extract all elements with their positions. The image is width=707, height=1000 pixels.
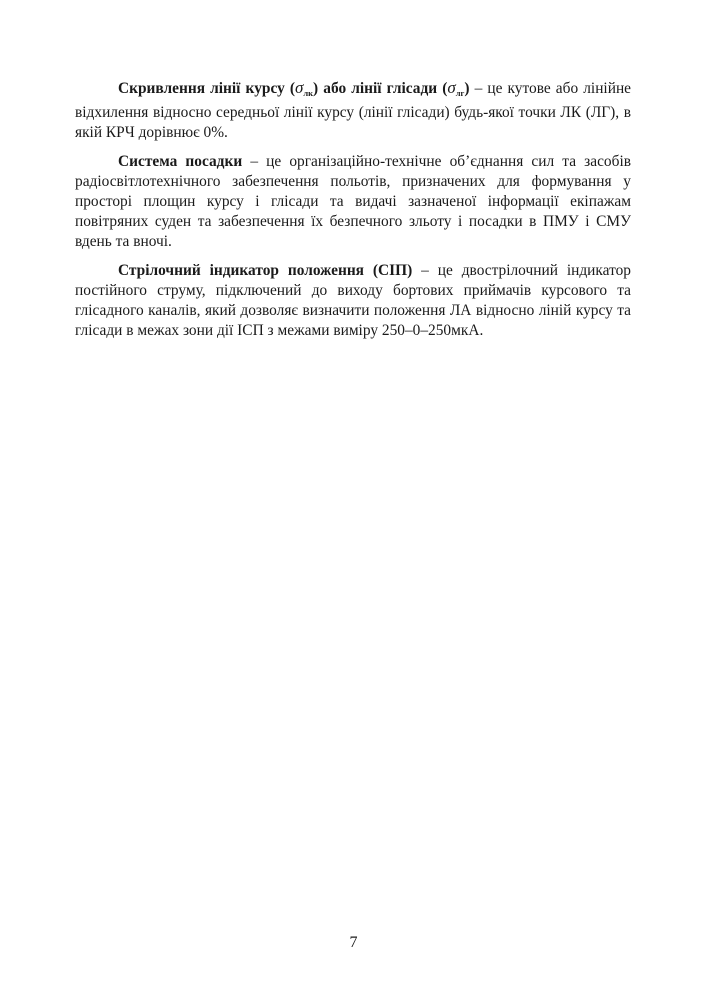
subscript-glide: лг (455, 88, 465, 98)
term-course-line-distortion (118, 80, 470, 97)
page-number: 7 (349, 934, 358, 951)
definition-course-line-distortion (75, 78, 631, 143)
definition-body: – це двострілочний індикатор постійного струму, підключений до виходу бортових приймачів курсового та глісадного каналів, який дозволяє визначити положення ЛА відносно ліній курсу та глісади в межах зони дії ІСП з межами виміру 250–0–250мкА. (75, 262, 632, 339)
definition-landing-system (75, 152, 631, 252)
term-position-indicator: Стрілочний індикатор положення (СІП) (118, 262, 413, 279)
sigma-symbol-glide: σ (447, 78, 456, 97)
page-content (75, 78, 631, 350)
definition-position-indicator (75, 261, 631, 341)
sigma-symbol-course: σ (294, 78, 304, 97)
subscript-course: лк (303, 88, 314, 98)
term-text-part1: Скривлення лінії курсу ( (118, 80, 295, 97)
term-text-part3: ) (464, 80, 470, 97)
definition-body: – це кутове або лінійне відхилення відносно середньої лінії курсу (лінії глісади) будь-якої точки ЛК (ЛГ), в якій КРЧ дорівнює 0%. (75, 80, 632, 141)
term-landing-system: Система посадки (118, 153, 243, 170)
definition-body: – це організаційно-технічне об’єднання сил та засобів радіосвітлотехнічного забезпечення польотів, призначених для формування у просторі площин курсу і глісади та видачі зазначеної інформації екіпажам повітряних суден та забезпечення їх безпечного зльоту і посадки в ПМУ і СМУ вдень та вночі. (75, 153, 631, 250)
term-text-part2: ) або лінії глісади ( (313, 80, 448, 97)
